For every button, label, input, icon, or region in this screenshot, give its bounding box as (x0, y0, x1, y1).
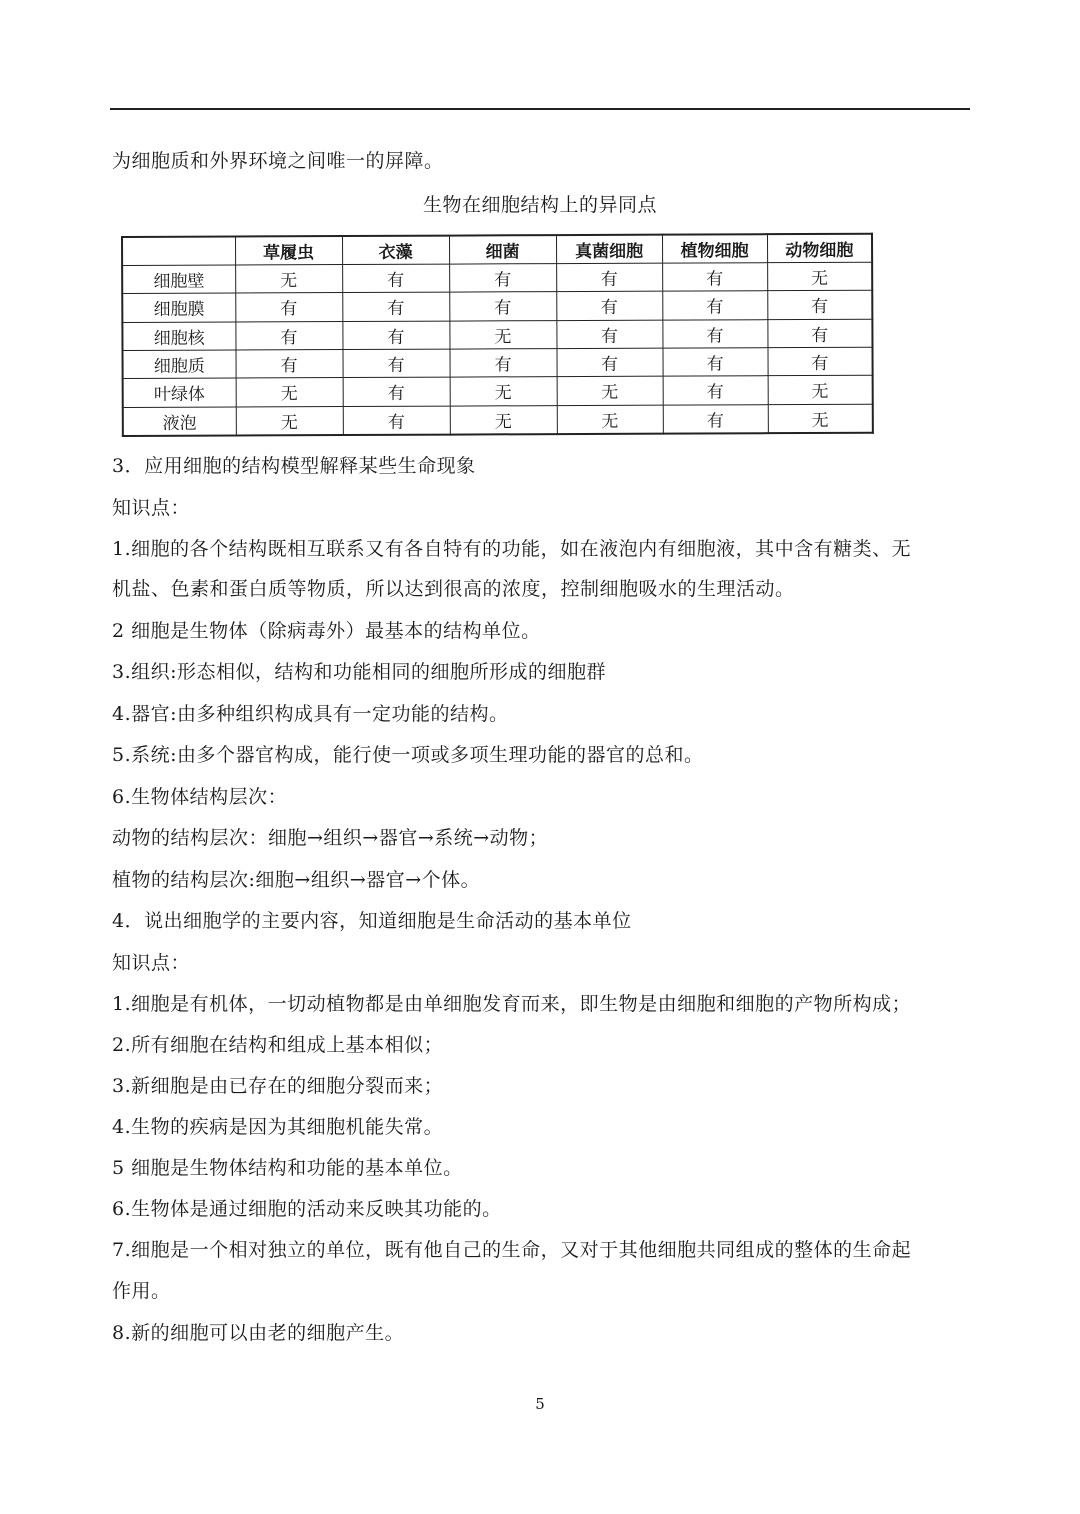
table-cell: 有 (342, 321, 449, 350)
column-header (122, 237, 235, 266)
table-cell: 无 (450, 377, 557, 406)
column-header: 衣藻 (342, 236, 449, 265)
section3-point3: 3.组织:形态相似，结构和功能相同的细胞所形成的细胞群 (112, 661, 607, 683)
row-header: 液泡 (123, 407, 236, 436)
section4-point1: 1.细胞是有机体，一切动植物都是由单细胞发育而来，即生物是由细胞和细胞的产物所构成； (112, 993, 912, 1015)
table-cell: 有 (662, 319, 767, 348)
section4-point8: 8.新的细胞可以由老的细胞产生。 (112, 1322, 405, 1344)
plant-structure-levels: 植物的结构层次:细胞→组织→器官→个体。 (112, 869, 481, 891)
row-header: 叶绿体 (123, 378, 236, 407)
section4-point4: 4.生物的疾病是因为其细胞机能失常。 (112, 1116, 444, 1138)
animal-structure-levels: 动物的结构层次：细胞→组织→器官→系统→动物； (112, 827, 549, 849)
section3-point5: 5.系统:由多个器官构成，能行使一项或多项生理功能的器官的总和。 (112, 744, 704, 766)
table-cell: 有 (342, 264, 449, 293)
section3-label: 知识点： (112, 497, 191, 519)
table-cell: 无 (557, 376, 663, 405)
section4-point7-line2: 作用。 (112, 1280, 171, 1302)
section3-point2: 2 细胞是生物体（除病毒外）最基本的结构单位。 (112, 620, 541, 642)
table-cell: 有 (343, 377, 450, 406)
table-row (122, 319, 872, 351)
row-header: 细胞壁 (122, 265, 235, 294)
table-header-row (122, 234, 872, 266)
table-cell: 无 (767, 262, 872, 291)
column-header: 植物细胞 (662, 234, 767, 263)
table-cell: 有 (556, 291, 662, 320)
table-cell: 无 (450, 405, 557, 434)
table-cell: 有 (662, 263, 767, 292)
section3-point6: 6.生物体结构层次： (112, 786, 288, 808)
section3-point1-line2: 机盐、色素和蛋白质等物质，所以达到很高的浓度，控制细胞吸水的生理活动。 (112, 578, 795, 600)
table-row (123, 375, 873, 407)
table-cell: 有 (767, 291, 872, 320)
table-cell: 无 (449, 320, 556, 349)
table-cell: 有 (449, 349, 556, 378)
comparison-table (121, 233, 874, 437)
row-header: 细胞膜 (122, 293, 235, 322)
section4-point7-line1: 7.细胞是一个相对独立的单位，既有他自己的生命，又对于其他细胞共同组成的整体的生命起 (112, 1239, 912, 1261)
section4-heading: 4．说出细胞学的主要内容，知道细胞是生命活动的基本单位 (112, 910, 632, 932)
column-header: 真菌细胞 (556, 235, 662, 264)
column-header: 细菌 (449, 235, 556, 264)
table-cell: 无 (557, 405, 663, 434)
table-cell: 有 (767, 347, 872, 376)
table-cell: 有 (342, 292, 449, 321)
section4-label: 知识点： (112, 952, 191, 974)
table-row (123, 404, 873, 436)
table-cell: 有 (235, 293, 342, 322)
header-rule (110, 108, 970, 110)
table-cell: 有 (342, 349, 449, 378)
table-cell: 有 (556, 348, 662, 377)
page-number: 5 (535, 1395, 545, 1413)
table-cell: 无 (768, 375, 873, 404)
intro-text: 为细胞质和外界环境之间唯一的屏障。 (112, 150, 444, 172)
section3-point1-line1: 1.细胞的各个结构既相互联系又有各自特有的功能，如在液泡内有细胞液，其中含有糖类、无 (112, 538, 912, 560)
column-header: 动物细胞 (767, 234, 872, 263)
table-cell: 有 (235, 321, 342, 350)
table-cell: 有 (662, 348, 767, 377)
table-cell: 无 (768, 404, 873, 433)
table-cell: 无 (236, 406, 343, 435)
table-cell: 有 (449, 264, 556, 293)
table-cell: 有 (663, 404, 768, 433)
table-cell: 有 (343, 406, 450, 435)
section3-point4: 4.器官:由多种组织构成具有一定功能的结构。 (112, 703, 509, 725)
table-caption: 生物在细胞结构上的异同点 (422, 194, 657, 216)
section4-point3: 3.新细胞是由已存在的细胞分裂而来； (112, 1075, 444, 1097)
section3-heading: 3．应用细胞的结构模型解释某些生命现象 (112, 455, 476, 477)
table-cell: 有 (767, 319, 872, 348)
row-header: 细胞质 (122, 350, 235, 379)
table-row (122, 291, 872, 323)
table-cell: 无 (236, 378, 343, 407)
column-header: 草履虫 (235, 236, 342, 265)
row-header: 细胞核 (122, 322, 235, 351)
table-cell: 有 (556, 263, 662, 292)
table-cell: 有 (663, 376, 768, 405)
section4-point6: 6.生物体是通过细胞的活动来反映其功能的。 (112, 1198, 502, 1220)
table-cell: 无 (235, 265, 342, 294)
table-cell: 有 (235, 349, 342, 378)
table-row (122, 262, 872, 294)
table-cell: 有 (662, 291, 767, 320)
section4-point5: 5 细胞是生物体结构和功能的基本单位。 (112, 1157, 463, 1179)
table-cell: 有 (556, 320, 662, 349)
table-cell: 有 (449, 292, 556, 321)
table-row (122, 347, 872, 379)
section4-point2: 2.所有细胞在结构和组成上基本相似； (112, 1034, 444, 1056)
